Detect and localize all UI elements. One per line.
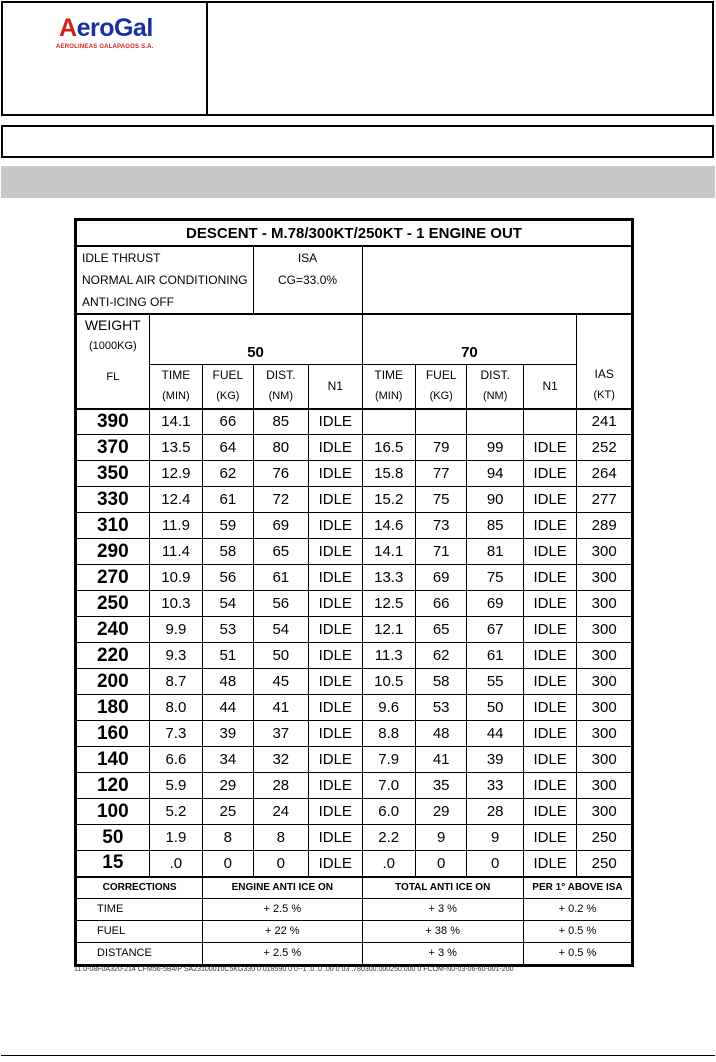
col-header-bottom: (KG): [216, 390, 240, 403]
table-cell: 300: [577, 565, 632, 591]
table-cell: IDLE: [523, 851, 576, 877]
table-cell: 300: [577, 669, 632, 695]
col-header-bottom: (KT): [593, 388, 615, 401]
table-cell: 300: [577, 721, 632, 747]
table-row: [77, 643, 632, 669]
table-cell: 35: [415, 773, 466, 799]
col-header-top: N1: [327, 378, 343, 393]
correction-label: FUEL: [77, 920, 203, 942]
table-cell: 62: [415, 643, 466, 669]
table-cell: 29: [203, 773, 253, 799]
table-cell: IDLE: [523, 825, 576, 851]
flight-level-cell: 180: [77, 695, 150, 721]
table-cell: 51: [203, 643, 253, 669]
table-cell: 250: [577, 851, 632, 877]
table-cell: 241: [577, 409, 632, 435]
flight-level-cell: 290: [77, 539, 150, 565]
table-cell: 69: [253, 513, 308, 539]
table-cell: 12.5: [362, 591, 415, 617]
table-cell: 13.3: [362, 565, 415, 591]
table-cell: .0: [149, 851, 202, 877]
column-header: [253, 365, 308, 409]
table-cell: 7.3: [149, 721, 202, 747]
weight-header: [77, 314, 150, 409]
table-row: [77, 825, 632, 851]
table-cell: 69: [415, 565, 466, 591]
conditions-cell: [77, 246, 254, 314]
weight-50-header: 50: [149, 314, 362, 365]
col-header-top: DIST.: [266, 368, 296, 383]
corrections-row: [77, 942, 632, 964]
column-header: [309, 365, 362, 409]
correction-value: + 3 %: [362, 942, 523, 964]
table-cell: IDLE: [523, 747, 576, 773]
table-cell: 75: [415, 487, 466, 513]
ias-header: [577, 314, 632, 409]
fl-label: FL: [106, 371, 120, 383]
table-cell: 85: [253, 409, 308, 435]
reference-footer: 11.0-08F0A320-214 CFM56-5B4/P SA23100010C5KG330 0 018590 0 0--1 .0 .0 .00 0 03 .780300.000250.000 0 FCOM-N0-03-06-60-001-200: [74, 966, 514, 973]
table-cell: 0: [203, 851, 253, 877]
table-cell: 9.3: [149, 643, 202, 669]
logo-cell: [3, 3, 208, 114]
table-cell: 65: [415, 617, 466, 643]
table-cell: 39: [467, 747, 524, 773]
table-cell: IDLE: [309, 409, 362, 435]
table-row: [77, 565, 632, 591]
table-row: [77, 773, 632, 799]
table-cell: 64: [203, 435, 253, 461]
table-row: [77, 539, 632, 565]
table-cell: 80: [253, 435, 308, 461]
table-cell: 6.6: [149, 747, 202, 773]
table-row: [77, 435, 632, 461]
table-cell: 44: [203, 695, 253, 721]
weight-70-header: 70: [362, 314, 577, 365]
flight-level-cell: 250: [77, 591, 150, 617]
table-cell: 2.2: [362, 825, 415, 851]
correction-value: + 38 %: [362, 920, 523, 942]
col-header-bottom: (NM): [268, 390, 293, 403]
table-cell: 76: [253, 461, 308, 487]
table-row: [77, 747, 632, 773]
table-cell: 69: [467, 591, 524, 617]
table-cell: IDLE: [309, 799, 362, 825]
col-header-bottom: (MIN): [374, 390, 403, 403]
table-cell: IDLE: [309, 565, 362, 591]
table-cell: 8.0: [149, 695, 202, 721]
flight-level-cell: 370: [77, 435, 150, 461]
table-cell: 12.1: [362, 617, 415, 643]
table-cell: 77: [415, 461, 466, 487]
flight-level-cell: 120: [77, 773, 150, 799]
table-cell: 264: [577, 461, 632, 487]
table-cell: IDLE: [523, 435, 576, 461]
table-cell: 75: [467, 565, 524, 591]
table-cell: IDLE: [523, 773, 576, 799]
table-cell: 300: [577, 617, 632, 643]
table-cell: [362, 409, 415, 435]
table-cell: 50: [253, 643, 308, 669]
weight-unit: (1000KG): [88, 340, 137, 352]
flight-level-cell: 140: [77, 747, 150, 773]
table-cell: 12.9: [149, 461, 202, 487]
aerogal-logo: AeroGal: [59, 14, 153, 42]
table-row: [77, 799, 632, 825]
table-cell: IDLE: [523, 617, 576, 643]
col-header-top: FUEL: [212, 368, 244, 383]
column-header: [467, 365, 524, 409]
table-row: [77, 591, 632, 617]
table-cell: 59: [203, 513, 253, 539]
table-cell: 0: [415, 851, 466, 877]
table-cell: [467, 409, 524, 435]
table-cell: [415, 409, 466, 435]
col-header-top: IAS: [594, 366, 614, 381]
conditions-blank: [362, 246, 632, 314]
table-row: [77, 721, 632, 747]
table-cell: 9: [467, 825, 524, 851]
table-cell: 45: [253, 669, 308, 695]
table-cell: IDLE: [523, 513, 576, 539]
flight-level-cell: 240: [77, 617, 150, 643]
table-cell: 66: [203, 409, 253, 435]
table-cell: 9: [415, 825, 466, 851]
table-cell: 1.9: [149, 825, 202, 851]
table-cell: 48: [415, 721, 466, 747]
table-cell: 33: [467, 773, 524, 799]
descent-table: [76, 220, 632, 965]
table-row: [77, 461, 632, 487]
table-cell: 15.2: [362, 487, 415, 513]
column-header: [415, 365, 466, 409]
table-cell: 0: [253, 851, 308, 877]
table-cell: 289: [577, 513, 632, 539]
table-cell: 24: [253, 799, 308, 825]
table-cell: 300: [577, 695, 632, 721]
column-header: [362, 365, 415, 409]
section-title-bar: [1, 166, 715, 198]
flight-level-cell: 220: [77, 643, 150, 669]
table-row: [77, 409, 632, 435]
engine-anti-ice-header: ENGINE ANTI ICE ON: [203, 877, 362, 899]
flight-level-cell: 330: [77, 487, 150, 513]
table-cell: IDLE: [309, 643, 362, 669]
table-cell: 32: [253, 747, 308, 773]
table-cell: 53: [415, 695, 466, 721]
subheader-bar: [1, 125, 714, 158]
table-cell: 9.6: [362, 695, 415, 721]
table-cell: 0: [467, 851, 524, 877]
table-cell: IDLE: [309, 617, 362, 643]
table-cell: 8: [253, 825, 308, 851]
table-cell: 61: [253, 565, 308, 591]
table-cell: 29: [415, 799, 466, 825]
table-cell: 15.8: [362, 461, 415, 487]
total-anti-ice-header: TOTAL ANTI ICE ON: [362, 877, 523, 899]
table-cell: 53: [203, 617, 253, 643]
table-cell: IDLE: [309, 747, 362, 773]
table-cell: 10.9: [149, 565, 202, 591]
table-row: [77, 513, 632, 539]
flight-level-cell: 350: [77, 461, 150, 487]
table-cell: 71: [415, 539, 466, 565]
corrections-row: [77, 898, 632, 920]
condition-line: ANTI-ICING OFF: [82, 295, 174, 309]
table-cell: 79: [415, 435, 466, 461]
corrections-row: [77, 920, 632, 942]
table-cell: 41: [415, 747, 466, 773]
table-cell: 25: [203, 799, 253, 825]
table-cell: 11.3: [362, 643, 415, 669]
column-header: [149, 365, 202, 409]
table-cell: 58: [203, 539, 253, 565]
table-cell: IDLE: [309, 721, 362, 747]
table-cell: 55: [467, 669, 524, 695]
table-cell: 61: [203, 487, 253, 513]
table-cell: 90: [467, 487, 524, 513]
table-cell: IDLE: [309, 539, 362, 565]
table-cell: 54: [253, 617, 308, 643]
table-cell: 11.9: [149, 513, 202, 539]
table-cell: 50: [467, 695, 524, 721]
table-cell: IDLE: [523, 487, 576, 513]
table-cell: IDLE: [309, 695, 362, 721]
table-cell: 94: [467, 461, 524, 487]
table-cell: 66: [415, 591, 466, 617]
document-header: [1, 1, 714, 116]
logo-tagline: AEROLINEAS GALAPAGOS S.A.: [56, 44, 154, 50]
col-header-top: FUEL: [425, 368, 457, 383]
table-cell: IDLE: [309, 435, 362, 461]
table-cell: 300: [577, 747, 632, 773]
table-cell: IDLE: [523, 565, 576, 591]
table-cell: 300: [577, 539, 632, 565]
table-cell: 28: [467, 799, 524, 825]
table-cell: 5.2: [149, 799, 202, 825]
correction-value: + 2.5 %: [203, 898, 362, 920]
table-cell: 13.5: [149, 435, 202, 461]
table-title: DESCENT - M.78/300KT/250KT - 1 ENGINE OUT: [77, 221, 632, 247]
table-cell: 14.1: [362, 539, 415, 565]
condition-line: IDLE THRUST: [82, 251, 161, 265]
table-cell: 44: [467, 721, 524, 747]
table-cell: 34: [203, 747, 253, 773]
table-cell: 14.1: [149, 409, 202, 435]
correction-value: + 2.5 %: [203, 942, 362, 964]
table-cell: 7.9: [362, 747, 415, 773]
correction-value: + 22 %: [203, 920, 362, 942]
table-cell: 300: [577, 799, 632, 825]
correction-value: + 3 %: [362, 898, 523, 920]
table-cell: 54: [203, 591, 253, 617]
page-bottom-rule: [1, 1055, 715, 1056]
table-cell: 67: [467, 617, 524, 643]
table-cell: 58: [415, 669, 466, 695]
table-cell: IDLE: [309, 461, 362, 487]
table-cell: IDLE: [309, 825, 362, 851]
table-cell: IDLE: [309, 513, 362, 539]
table-cell: 300: [577, 591, 632, 617]
table-cell: 8.7: [149, 669, 202, 695]
flight-level-cell: 310: [77, 513, 150, 539]
correction-value: + 0.2 %: [523, 898, 631, 920]
col-header-top: TIME: [374, 368, 404, 383]
table-cell: 81: [467, 539, 524, 565]
table-cell: IDLE: [309, 669, 362, 695]
table-cell: 250: [577, 825, 632, 851]
table-cell: 10.3: [149, 591, 202, 617]
isa-cell: [253, 246, 362, 314]
cg-value: CG=33.0%: [278, 273, 338, 287]
table-cell: IDLE: [523, 591, 576, 617]
table-cell: 85: [467, 513, 524, 539]
col-header-bottom: (KG): [429, 390, 453, 403]
table-cell: 5.9: [149, 773, 202, 799]
isa-label: ISA: [297, 251, 318, 265]
table-cell: 48: [203, 669, 253, 695]
per-degree-isa-header: PER 1° ABOVE ISA: [523, 877, 631, 899]
table-cell: 12.4: [149, 487, 202, 513]
flight-level-cell: 160: [77, 721, 150, 747]
table-cell: .0: [362, 851, 415, 877]
flight-level-cell: 270: [77, 565, 150, 591]
table-cell: 56: [203, 565, 253, 591]
col-header-top: N1: [542, 378, 558, 393]
descent-table-frame: [74, 218, 634, 967]
table-cell: 300: [577, 773, 632, 799]
table-cell: 65: [253, 539, 308, 565]
table-cell: 16.5: [362, 435, 415, 461]
table-cell: IDLE: [309, 487, 362, 513]
table-row: [77, 617, 632, 643]
corrections-header: CORRECTIONS: [77, 877, 203, 899]
table-cell: 6.0: [362, 799, 415, 825]
table-cell: 252: [577, 435, 632, 461]
table-cell: IDLE: [523, 643, 576, 669]
table-cell: 10.5: [362, 669, 415, 695]
table-cell: IDLE: [309, 851, 362, 877]
table-row: [77, 487, 632, 513]
column-header: [203, 365, 253, 409]
table-cell: IDLE: [523, 669, 576, 695]
weight-label: WEIGHT: [84, 317, 141, 333]
correction-value: + 0.5 %: [523, 920, 631, 942]
table-cell: IDLE: [523, 461, 576, 487]
flight-level-cell: 100: [77, 799, 150, 825]
table-cell: 28: [253, 773, 308, 799]
col-header-bottom: (MIN): [162, 390, 190, 403]
table-cell: 9.9: [149, 617, 202, 643]
table-cell: 41: [253, 695, 308, 721]
col-header-top: TIME: [161, 368, 191, 383]
table-cell: IDLE: [309, 773, 362, 799]
table-cell: 56: [253, 591, 308, 617]
table-cell: 14.6: [362, 513, 415, 539]
flight-level-cell: 50: [77, 825, 150, 851]
table-cell: 62: [203, 461, 253, 487]
column-header: [523, 365, 576, 409]
table-cell: 277: [577, 487, 632, 513]
header-blank-cell: [208, 3, 712, 114]
table-cell: 11.4: [149, 539, 202, 565]
correction-label: TIME: [77, 898, 203, 920]
table-cell: IDLE: [523, 695, 576, 721]
table-cell: IDLE: [523, 721, 576, 747]
col-header-top: DIST.: [480, 368, 510, 383]
table-cell: 37: [253, 721, 308, 747]
table-cell: 72: [253, 487, 308, 513]
table-cell: IDLE: [523, 799, 576, 825]
correction-label: DISTANCE: [77, 942, 203, 964]
flight-level-cell: 200: [77, 669, 150, 695]
flight-level-cell: 15: [77, 851, 150, 877]
table-cell: IDLE: [309, 591, 362, 617]
table-row: [77, 695, 632, 721]
table-cell: 61: [467, 643, 524, 669]
table-cell: 8.8: [362, 721, 415, 747]
col-header-bottom: (NM): [482, 390, 508, 403]
table-row: [77, 851, 632, 877]
table-cell: 7.0: [362, 773, 415, 799]
correction-value: + 0.5 %: [523, 942, 631, 964]
condition-line: NORMAL AIR CONDITIONING: [82, 273, 248, 287]
table-cell: [523, 409, 576, 435]
table-row: [77, 669, 632, 695]
table-cell: 39: [203, 721, 253, 747]
table-cell: 300: [577, 643, 632, 669]
table-cell: 99: [467, 435, 524, 461]
flight-level-cell: 390: [77, 409, 150, 435]
table-cell: 73: [415, 513, 466, 539]
table-cell: 8: [203, 825, 253, 851]
table-cell: IDLE: [523, 539, 576, 565]
